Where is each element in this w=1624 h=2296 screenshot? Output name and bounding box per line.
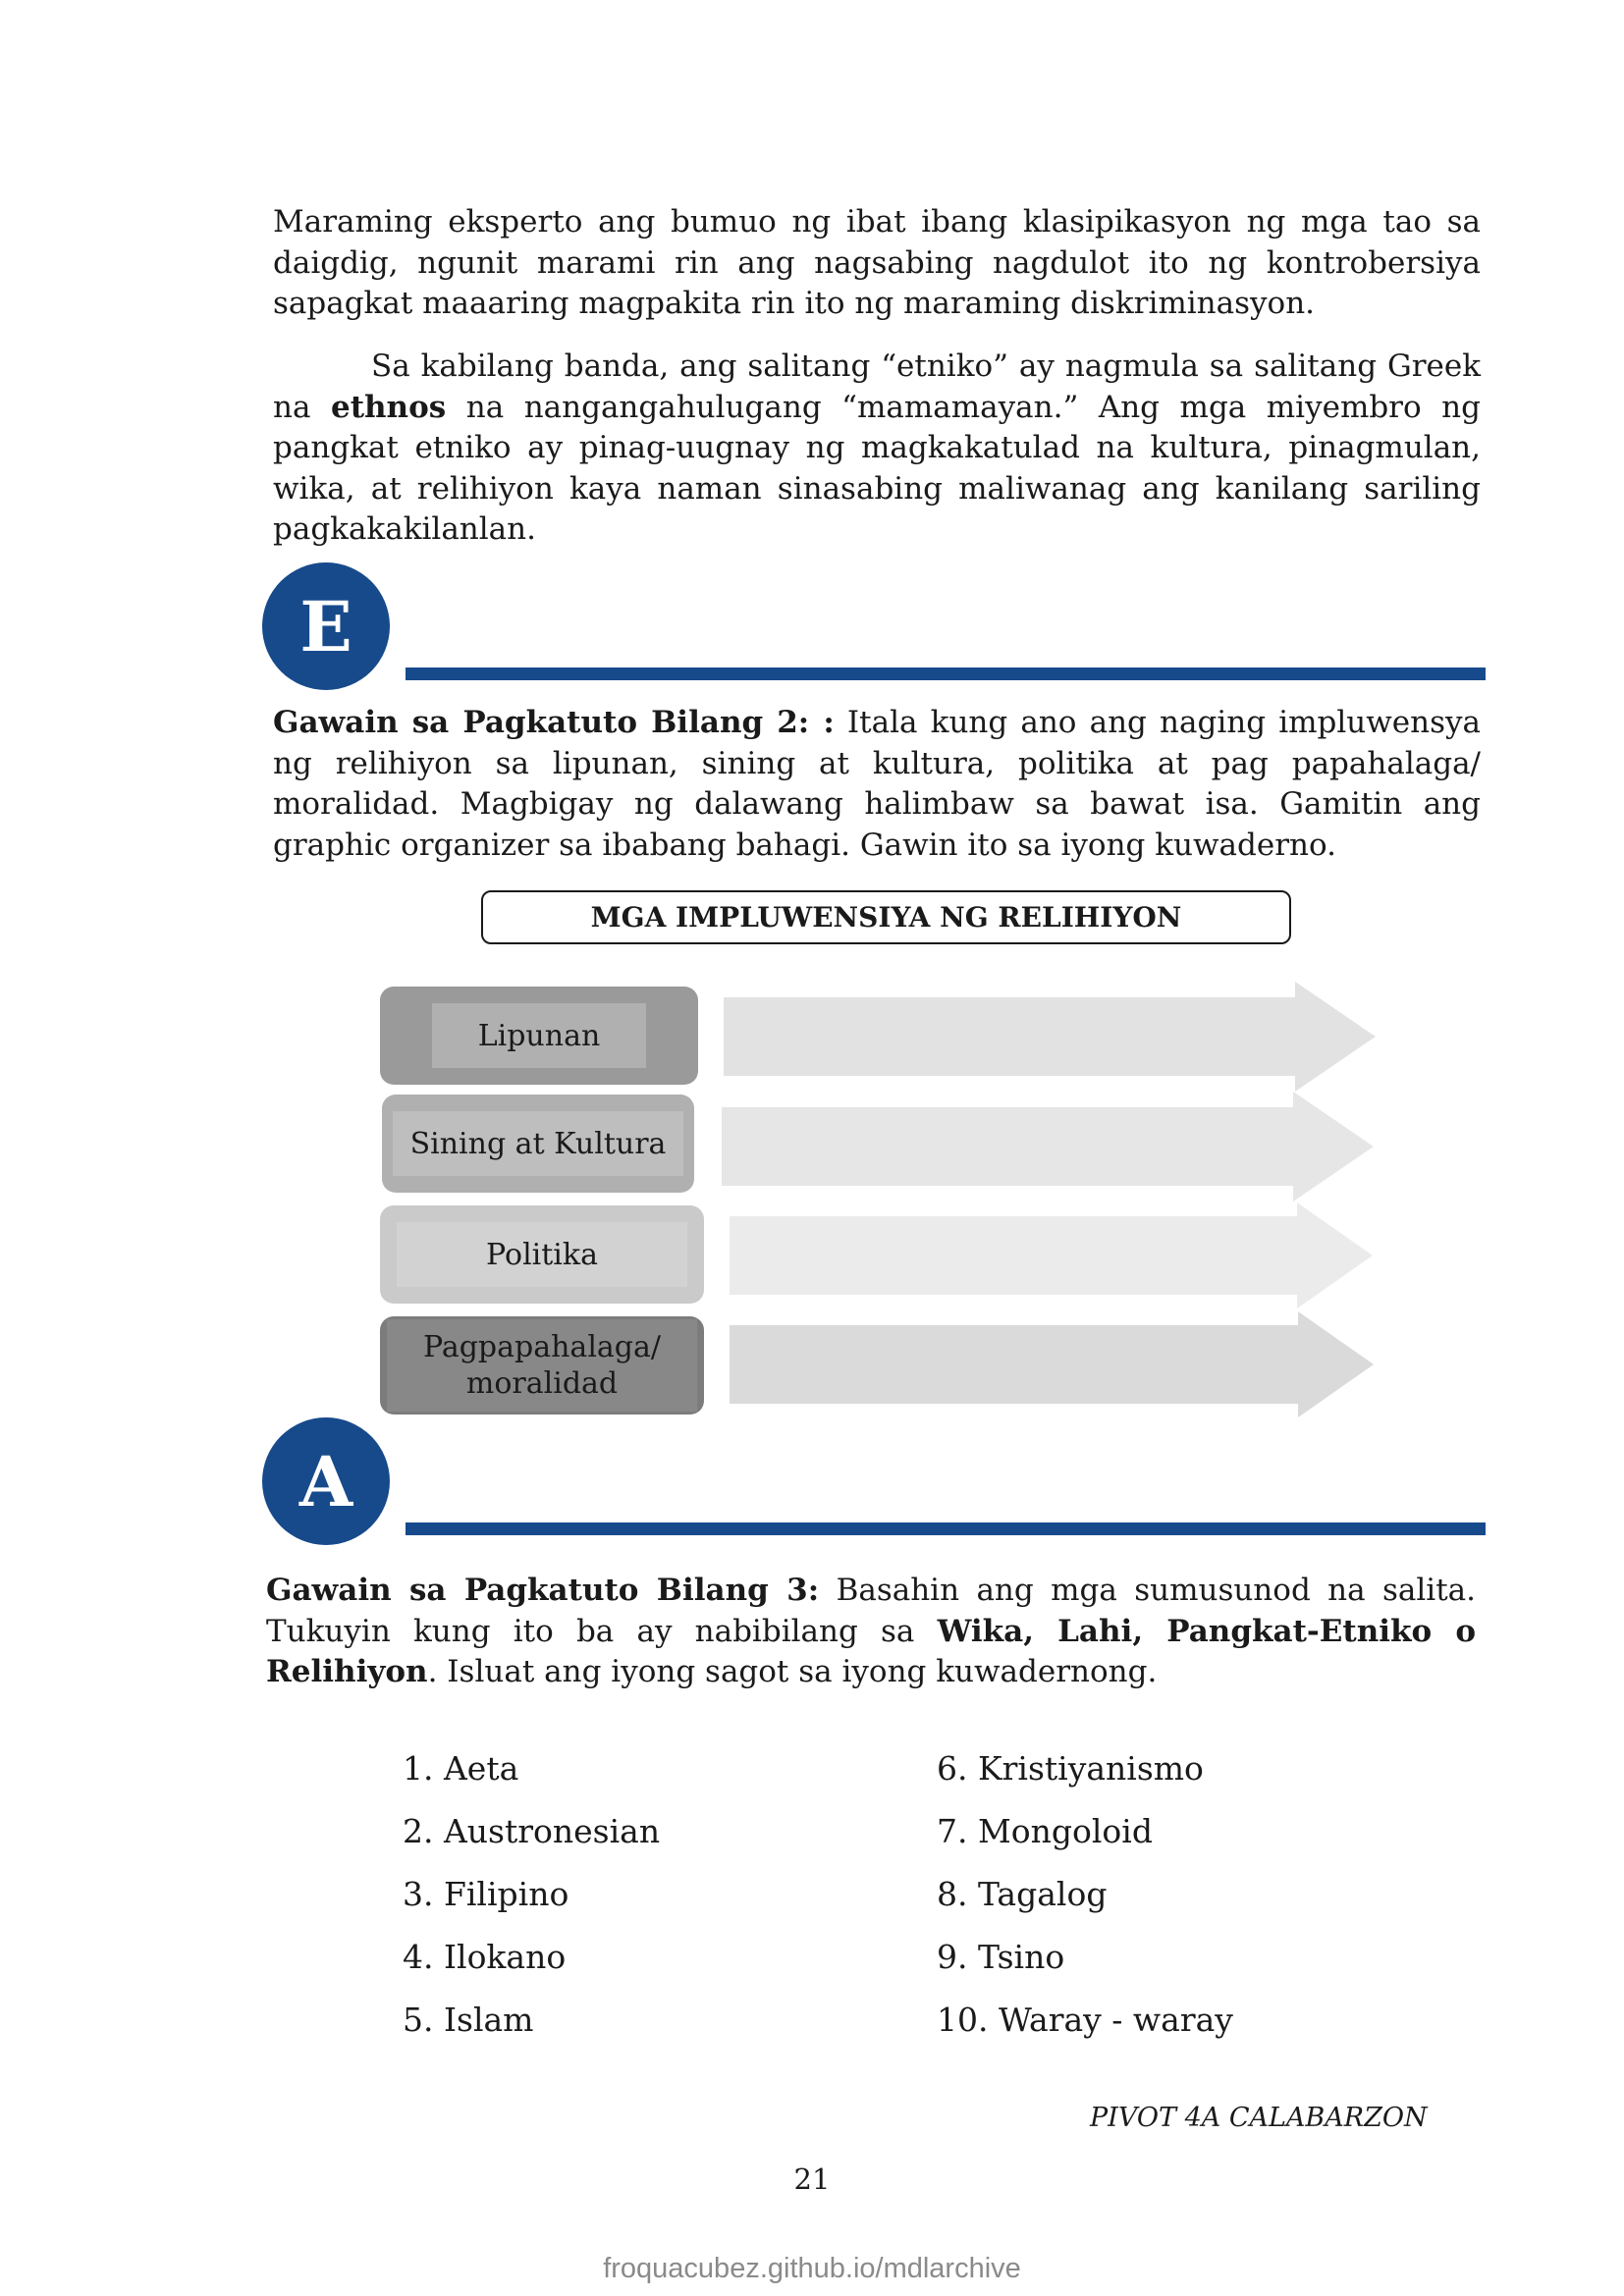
organizer-title: MGA IMPLUWENSIYA NG RELIHIYON <box>481 890 1291 944</box>
intro-paragraph-1: Maraming eksperto ang bumuo ng ibat ibang klasipikasyon ng mga tao sa daigdig, ngunit marami rin ang nagsabing nagdulot ito ng kontrobersiya sapagkat maaaring magpakita rin ito ng maraming diskriminasyon. <box>273 204 1481 321</box>
page-number: 21 <box>793 2163 831 2196</box>
list-item: 6. Kristiyanismo <box>937 1749 1204 1788</box>
list-item: 7. Mongoloid <box>937 1812 1153 1850</box>
list-item: 3. Filipino <box>403 1875 569 1913</box>
organizer-row-pagpapahalaga: Pagpapahalaga/ moralidad <box>380 1316 704 1415</box>
organizer-arrow-1 <box>724 982 1376 1092</box>
section-e-divider <box>406 667 1486 680</box>
activity-2-instructions: Gawain sa Pagkatuto Bilang 2: : Itala kung ano ang naging impluwensya ng relihiyon sa lipunan, sining at kultura, politika at pag papahalaga/ moralidad. Magbigay ng dalawang halimbaw sa bawat isa. Gamitin ang graphic organizer sa ibabang bahagi. Gawin ito sa iyong kuwaderno. <box>273 705 1481 863</box>
list-item: 5. Islam <box>403 2001 534 2039</box>
organizer-row-politika: Politika <box>380 1205 704 1304</box>
activity-3-instructions: Gawain sa Pagkatuto Bilang 3: Basahin ang mga sumusunod na salita. Tukuyin kung ito ba ay nabibilang sa Wika, Lahi, Pangkat-Etniko o Relihiyon. Isluat ang iyong sagot sa iyong kuwadernong. <box>266 1573 1476 1689</box>
word-list-left <box>403 1737 660 2052</box>
watermark-link[interactable]: froquacubez.github.io/mdlarchive <box>603 2253 1021 2284</box>
section-a-divider <box>406 1522 1486 1535</box>
section-e-badge: E <box>262 562 390 690</box>
organizer-row-lipunan: Lipunan <box>380 987 698 1085</box>
list-item: 8. Tagalog <box>937 1875 1108 1913</box>
organizer-row-sining-at-kultura: Sining at Kultura <box>382 1095 694 1193</box>
list-item: 2. Austronesian <box>403 1812 661 1850</box>
section-a-badge: A <box>262 1417 390 1545</box>
list-item: 4. Ilokano <box>403 1938 567 1976</box>
footer-source: PIVOT 4A CALABARZON <box>1090 2103 1428 2133</box>
ethnos-term: ethnos <box>330 389 447 425</box>
intro-paragraph-2: Sa kabilang banda, ang salitang “etniko” ay nagmula sa salitang Greek na ethnos na nangangahulugang “mamamayan.” Ang mga miyembro ng pangkat etniko ay pinag-uugnay ng magkakatulad na kultura, pinagmulan, wika, at relihiyon kaya naman sinasabing maliwanag ang kanilang sariling pagkakakilanlan. <box>273 348 1481 547</box>
list-item: 1. Aeta <box>403 1749 519 1788</box>
organizer-arrow-2 <box>722 1092 1374 1201</box>
word-list-right <box>937 1737 1233 2052</box>
list-item: 10. Waray - waray <box>937 2001 1233 2039</box>
organizer-arrow-4 <box>730 1311 1374 1417</box>
list-item: 9. Tsino <box>937 1938 1065 1976</box>
organizer-arrow-3 <box>730 1202 1373 1308</box>
